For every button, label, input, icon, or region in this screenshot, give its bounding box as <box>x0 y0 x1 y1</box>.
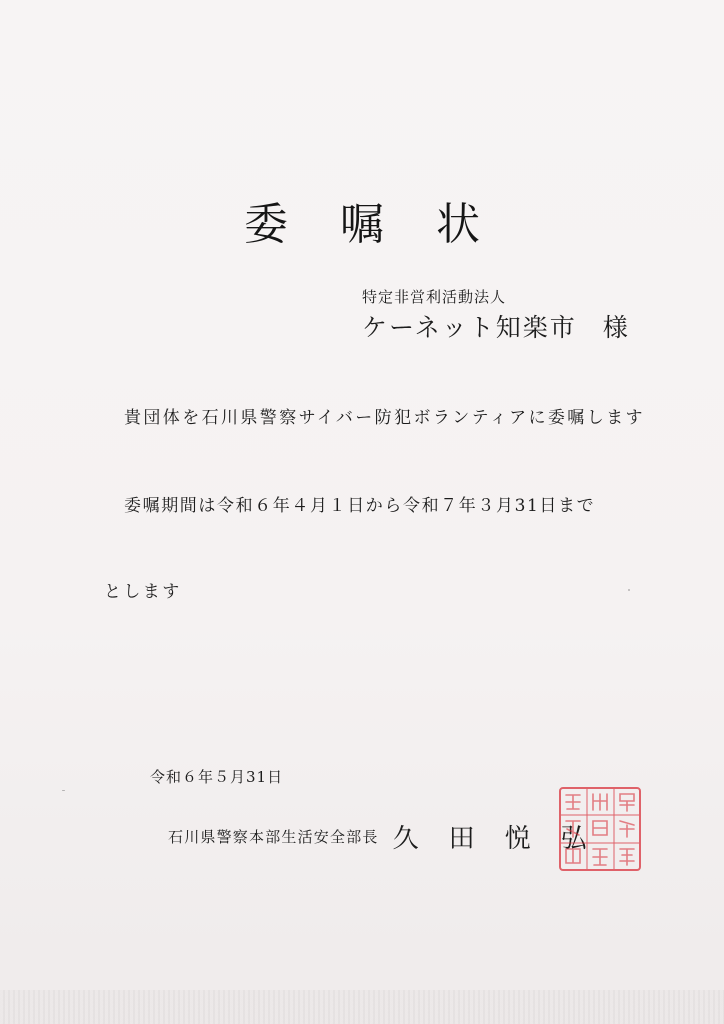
body-line-period: 委嘱期間は令和６年４月１日から令和７年３月31日まで <box>124 496 596 516</box>
body-line-closing: とします <box>104 582 182 602</box>
paper-speck <box>628 589 630 591</box>
scan-bottom-edge <box>0 990 724 1024</box>
issue-date: 令和６年５月31日 <box>150 768 284 786</box>
paper-speck <box>62 790 65 791</box>
signatory-title: 石川県警察本部生活安全部長 <box>168 828 379 846</box>
document-title: 委嘱状 <box>244 199 532 250</box>
recipient-org-type: 特定非営利活動法人 <box>362 288 507 306</box>
official-seal-stamp <box>557 785 643 873</box>
signature-line <box>168 818 617 855</box>
recipient-name: ケーネット知楽市 <box>362 313 577 342</box>
signatory-name: 久田悦弘 <box>392 824 617 854</box>
body-line-appointment: 貴団体を石川県警察サイバー防犯ボランティアに委嘱します <box>124 408 645 428</box>
recipient-line <box>362 308 630 344</box>
recipient-honorific: 様 <box>602 313 630 342</box>
